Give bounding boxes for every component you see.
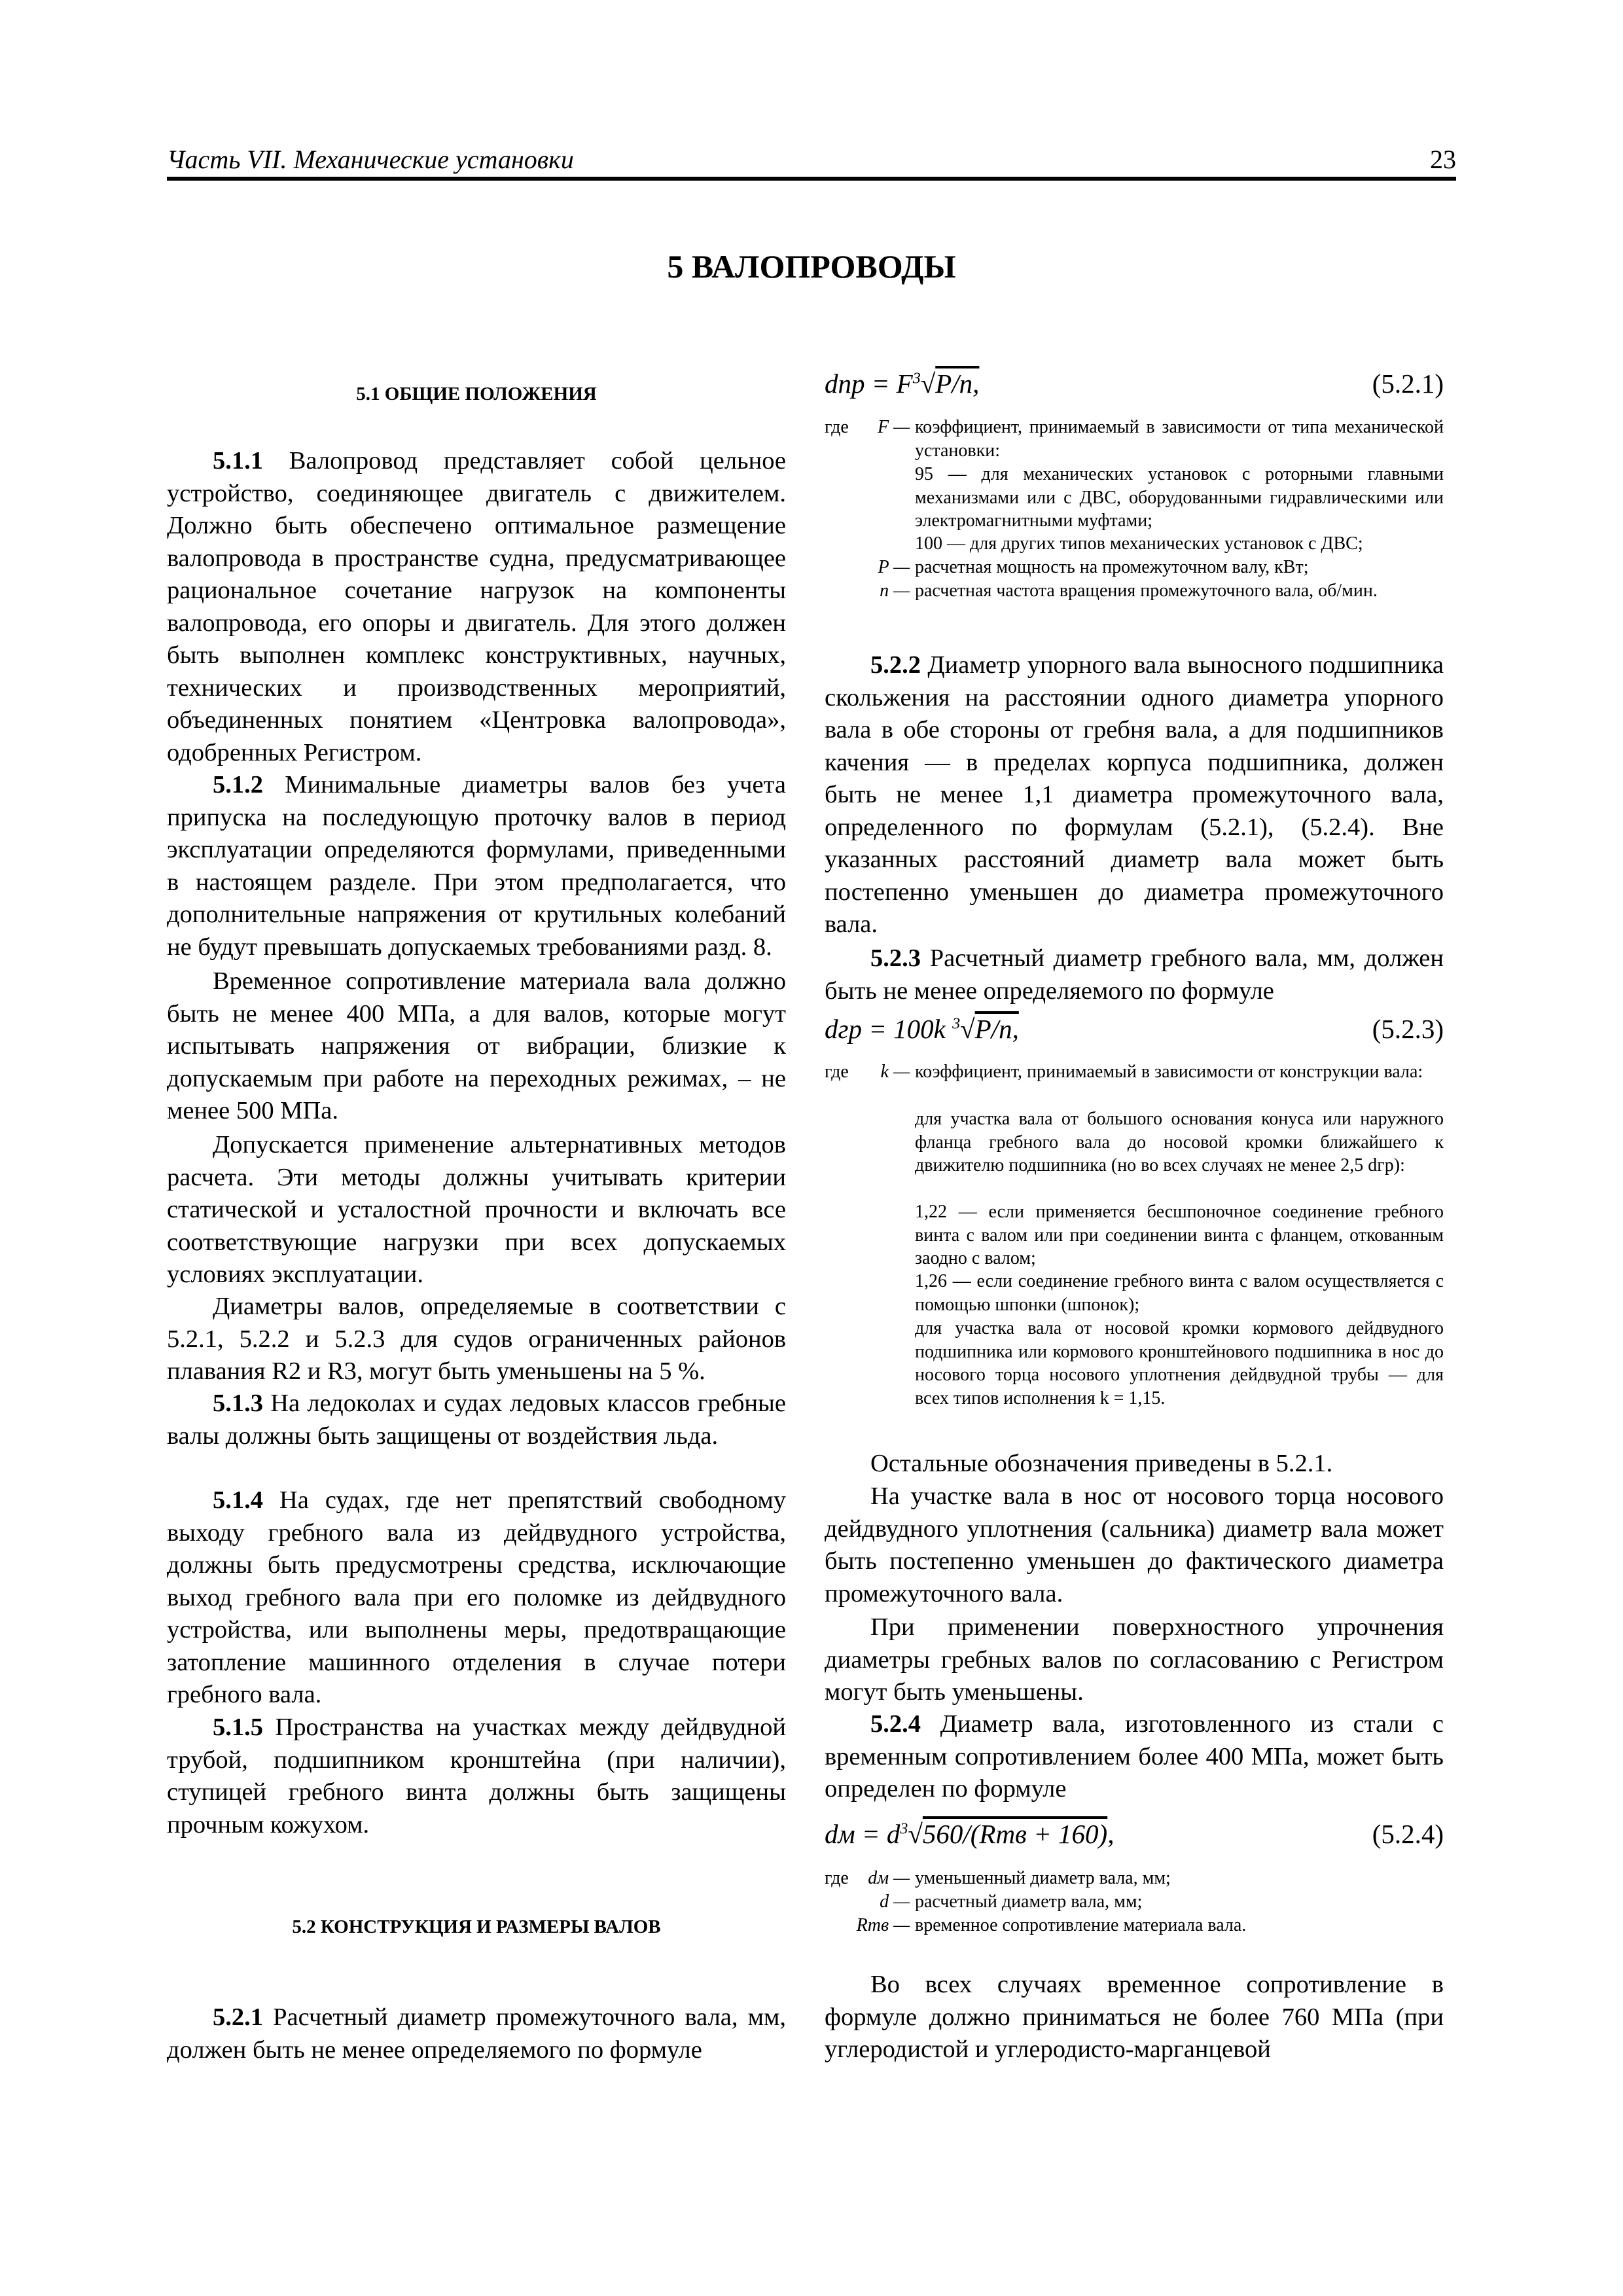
formula-lhs: dгр = 100k xyxy=(825,1014,946,1044)
paragraph-text: Расчетный диаметр промежуточного вала, мм, должен быть не менее определяемого по формуле xyxy=(167,2003,786,2064)
formula-number: (5.2.4) xyxy=(1372,1819,1444,1849)
formula-legend-5-2-3 xyxy=(825,1060,1444,1453)
legend-where: где xyxy=(825,1062,849,1082)
formula-number: (5.2.1) xyxy=(1372,368,1444,399)
formula-5-2-4 xyxy=(825,1818,1444,1855)
clause-number: 5.1.3 xyxy=(213,1390,263,1417)
paragraph-5-1-3 xyxy=(167,1388,786,1452)
paragraph-text: Расчетный диаметр гребного вала, мм, должен быть не менее определяемого по формуле xyxy=(825,944,1444,1005)
paragraph-bow-section: На участке вала в нос от носового торца носового дейдвудного уплотнения (сальника) диаметр вала может быть постепенно уменьшен до фактического диаметра промежуточного вала. xyxy=(825,1482,1444,1607)
formula-5-2-1 xyxy=(825,368,1444,404)
paragraph-text: На судах, где нет препятствий свободному выходу гребного вала из дейдвудного устройства, должны быть предусмотрены средства, исключающие выход гребного вала при его поломке из дейдвудного устройства, или выполнены меры, предотвращающие затопление машинного отделения в случае потери гребного вала. xyxy=(167,1486,786,1708)
root-index: 3 xyxy=(912,370,921,387)
legend-where: где xyxy=(825,1868,849,1888)
running-header: Часть VII. Механические установки xyxy=(167,145,574,174)
formula-number: (5.2.3) xyxy=(1372,1014,1444,1044)
legend-text-F: коэффициент, принимаемый в зависимости от типа механической установки: xyxy=(915,417,1444,461)
root-index: 3 xyxy=(952,1015,961,1033)
legend-symbol-Rmv: Rmв — xyxy=(856,1915,910,1935)
legend-F-95: 95 — для механических установок с роторными главными механизмами или с ДВС, оборудованными гидравлическими или электромагнитными муфтами; xyxy=(915,464,1444,531)
legend-text-d: расчетный диаметр вала, мм; xyxy=(915,1892,1143,1912)
legend-text-Rmv: временное сопротивление материала вала. xyxy=(915,1915,1247,1935)
legend-symbol-d: d — xyxy=(880,1892,910,1912)
legend-symbol-n: n — xyxy=(880,581,910,601)
paragraph-shaft-diameters: Диаметры валов, определяемые в соответствии с 5.2.1, 5.2.2 и 5.2.3 для судов ограниченных районов плавания R2 и R3, могут быть уменьшены на 5 %. xyxy=(167,1293,786,1385)
section-heading-5-1: 5.1 ОБЩИЕ ПОЛОЖЕНИЯ xyxy=(356,384,597,404)
paragraph-other-notations: Остальные обозначения приведены в 5.2.1. xyxy=(870,1450,1333,1477)
legend-k-section-b: для участка вала от носовой кромки кормового дейдвудного подшипника или кормового кронштейнового подшипника в нос до носового торца носового уплотнения дейдвудной трубы — для всех типов исполнения k = 1,15. xyxy=(915,1318,1444,1408)
radicand: P/n, xyxy=(974,1014,1019,1044)
formula-5-2-3 xyxy=(825,1013,1444,1050)
formula-expression: dпр = $F^3√P/n$, xyxy=(825,368,980,399)
paragraph-5-2-2 xyxy=(825,649,1444,941)
paragraph-5-1-2 xyxy=(167,769,786,963)
paragraph-5-2-1 xyxy=(167,2001,786,2066)
legend-text-k: коэффициент, принимаемый в зависимости от конструкции вала: xyxy=(915,1062,1423,1082)
legend-k-122: 1,22 — если применяется бесшпоночное соединение гребного винта с валом или при соединении винта с фланцем, откованным заодно с валом; xyxy=(915,1202,1444,1268)
radicand: 560/(Rmв + 160) xyxy=(922,1819,1108,1849)
formula-lhs: dпр = F xyxy=(825,368,913,399)
clause-number: 5.1.5 xyxy=(213,1713,263,1741)
paragraph-text: Диаметр упорного вала выносного подшипника скольжения на расстоянии одного диаметра упорного вала в обе стороны от гребня вала, а для подшипников качения — в пределах корпуса подшипника, должен быть не менее 1,1 диаметра промежуточного вала, определенного по формулам (5.2.1), (5.2.4). Вне указанных расстояний диаметр вала может быть постепенно уменьшен до диаметра промежуточного вала. xyxy=(825,651,1444,938)
legend-symbol-k: k — xyxy=(880,1062,910,1082)
clause-number: 5.1.1 xyxy=(213,447,263,475)
legend-symbol-F: F — xyxy=(878,417,910,437)
section-heading-5-2: 5.2 КОНСТРУКЦИЯ И РАЗМЕРЫ ВАЛОВ xyxy=(292,1916,661,1937)
paragraph-text: Минимальные диаметры валов без учета припуска на последующую проточку валов в период эксплуатации определяются формулами, приведенными в настоящем разделе. При этом предполагается, что дополнительные напряжения от крутильных колебаний не будут превышать допускаемых требованиями разд. 8. xyxy=(167,771,786,961)
legend-where: где xyxy=(825,417,849,437)
clause-number: 5.2.3 xyxy=(870,944,921,972)
paragraph-5-2-4 xyxy=(825,1708,1444,1806)
formula-legend-5-2-4 xyxy=(825,1867,1444,1939)
paragraph-surface-hardening: При применении поверхностного упрочнения диаметры гребных валов по согласованию с Регистром могут быть уменьшены. xyxy=(825,1613,1444,1706)
paragraph-text: Диаметр вала, изготовленного из стали с временным сопротивлением более 400 МПа, может быть определен по формуле xyxy=(825,1710,1444,1803)
paragraph-5-1-1 xyxy=(167,445,786,769)
formula-legend-5-2-1 xyxy=(825,416,1444,612)
paragraph-alternative-methods: Допускается применение альтернативных методов расчета. Эти методы должны учитывать критерии статической и усталостной прочности и включать все соответствующие нагрузки при всех допускаемых условиях эксплуатации. xyxy=(167,1131,786,1288)
legend-k-126: 1,26 — если соединение гребного винта с валом осуществляется с помощью шпонки (шпонок); xyxy=(915,1271,1444,1315)
paragraph-final: Во всех случаях временное сопротивление в формуле должно приниматься не более 760 МПа (при углеродистой и углеродисто-марганцевой xyxy=(825,1971,1444,2063)
paragraph-text: Валопровод представляет собой цельное устройство, соединяющее двигатель с движителем. Должно быть обеспечено оптимальное размещение валопровода в пространстве судна, предусматривающее рациональное сочетание нагрузок на компоненты валопровода, его опоры и двигатель. Для этого должен быть выполнен комплекс конструктивных, научных, технических и производственных мероприятий, объединенных понятием «Центровка валопровода», одобренных Регистром. xyxy=(167,447,786,766)
legend-symbol-P: P — xyxy=(878,557,910,577)
formula-tail: , xyxy=(1107,1819,1115,1849)
paragraph-5-1-4 xyxy=(167,1484,786,1712)
legend-k-section-a: для участка вала от большого основания конуса или наружного фланца гребного вала до носовой кромки ближайшего к движителю подшипника (но во всех случаях не менее 2,5 dгр): xyxy=(915,1109,1444,1175)
clause-number: 5.1.4 xyxy=(213,1486,263,1514)
legend-F-100: 100 — для других типов механических установок с ДВС; xyxy=(915,533,1363,554)
clause-number: 5.2.2 xyxy=(870,651,921,679)
clause-number: 5.2.1 xyxy=(213,2003,263,2031)
formula-lhs: dм = d xyxy=(825,1819,901,1849)
paragraph-5-2-3 xyxy=(825,942,1444,1007)
legend-text-dm: уменьшенный диаметр вала, мм; xyxy=(915,1868,1171,1888)
header-rule xyxy=(167,177,1456,181)
root-index: 3 xyxy=(900,1820,908,1838)
clause-number: 5.2.4 xyxy=(870,1710,921,1738)
page-header xyxy=(167,144,1456,178)
paragraph-5-1-5 xyxy=(167,1712,786,1841)
chapter-title: 5 ВАЛОПРОВОДЫ xyxy=(667,248,956,285)
paragraph-tensile-strength: Временное сопротивление материала вала должно быть не менее 400 МПа, а для валов, которые могут испытывать напряжения от вибрации, близкие к допускаемым при работе на переходных режимах, – не менее 500 МПа. xyxy=(167,967,786,1124)
radicand: P/n, xyxy=(935,368,980,399)
formula-expression: dгр = 100k $^3$√P/n, xyxy=(825,1014,1019,1044)
page-number: 23 xyxy=(1430,145,1456,174)
legend-symbol-dm: dм — xyxy=(868,1868,910,1888)
legend-text-P: расчетная мощность на промежуточном валу, кВт; xyxy=(915,557,1309,577)
formula-expression: dм = $d^3√560/(Rmв + 160)$, xyxy=(825,1819,1115,1849)
paragraph-text: Пространства на участках между дейдвудной трубой, подшипником кронштейна (при наличии), ступицей гребного винта должны быть защищены прочным кожухом. xyxy=(167,1713,786,1839)
legend-text-n: расчетная частота вращения промежуточного вала, об/мин. xyxy=(915,581,1378,601)
paragraph-text: На ледоколах и судах ледовых классов гребные валы должны быть защищены от воздействия льда. xyxy=(167,1390,786,1450)
clause-number: 5.1.2 xyxy=(213,771,263,798)
